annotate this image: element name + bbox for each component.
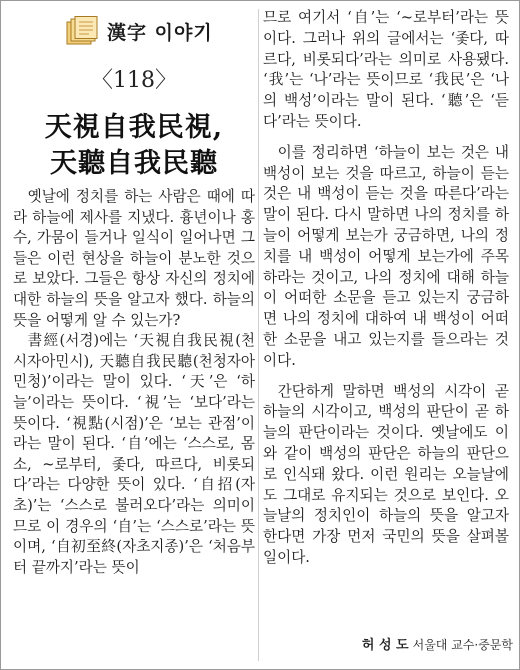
paragraph: 書經(서경)에는 ‘天視自我民視(천시자아민시), 天聽自我民聽(천청자아민청)’이라는 말이 있다. ‘天’은 ‘하늘’이라는 뜻이다. ‘視’는 ‘보다’라는 뜻이다. ‘視點(시점)’은 ‘보는 관점’이라는 말이 된다. ‘自’에는 ‘스스로, 몸소, ~로부터, 좇다, 따르다, 비롯되다’라는 다양한 뜻이 있다. ‘自招(자초)’는 ‘스스로 불러오다’라는 의미이므로 이 경우의 ‘自’는 ‘스스로’라는 뜻이며, ‘自初至終(자초지종)’은 ‘처음부터 끝까지’라는 뜻이 [13, 332, 255, 576]
issue-number: 〈118〉 [91, 68, 177, 93]
author-name: 허 성 도 [361, 638, 409, 653]
author-byline [362, 634, 513, 653]
paragraph: 므로 여기서 ‘自’는 ‘~로부터’라는 뜻이다. 그러나 위의 글에서는 ‘좇다, 따르다, 비롯되다’라는 의미로 사용됐다. ‘我’는 ‘나’라는 뜻이므로 ‘我民’은 ‘나의 백성’이라는 말이 된다. ‘聽’은 ‘듣다’라는 뜻이다. [263, 9, 509, 130]
column-kicker [65, 13, 213, 49]
paragraph: 간단하게 말하면 백성의 시각이 곧 하늘의 시각이고, 백성의 판단이 곧 하늘의 판단이라는 것이다. 옛날에도 이와 같이 백성의 판단은 하늘의 판단으로 인식돼 왔다. 이런 원리는 오늘날에도 그대로 유지되는 것으로 보인다. 오늘날의 정치인이 하늘의 뜻을 알고자 한다면 가장 먼저 국민의 뜻을 살펴볼 일이다. [263, 382, 509, 566]
right-column [263, 8, 509, 569]
paper-stack-icon [65, 16, 99, 46]
paragraph: 이를 정리하면 ‘하늘이 보는 것은 내 백성이 보는 것을 따르고, 하늘이 듣는 것은 내 백성이 듣는 것을 따른다’라는 말이 된다. 다시 말하면 나의 정치를 하늘이 어떻게 보는가 궁금하면, 나의 정치를 내 백성이 어떻게 보는가에 주목하라는 것이고, 나의 정치에 대해 하늘이 어떠한 소문을 듣고 있는지 궁금하면 나의 정치에 대하여 내 백성이 어떠한 소문을 내고 있는지를 들으라는 것이다. [263, 143, 509, 369]
paragraph: 옛날에 정치를 하는 사람은 때에 따라 하늘에 제사를 지냈다. 흉년이나 홍수, 가뭄이 들거나 일식이 일어나면 그들은 이런 현상을 하늘이 분노한 것으로 보았다. 그들은 항상 자신의 정치에 대한 하늘의 뜻을 알고자 했다. 하늘의 뜻을 어떻게 알 수 있는가? [13, 188, 255, 329]
author-role: 서울대 교수·중문학 [412, 638, 513, 652]
body-left [13, 187, 255, 578]
kicker-label: 漢字 이야기 [107, 21, 213, 44]
column-divider [258, 9, 259, 661]
headline-line-2: 天聽自我民聽 [50, 148, 218, 179]
headline-line-1: 天視自我民視, [44, 112, 224, 143]
